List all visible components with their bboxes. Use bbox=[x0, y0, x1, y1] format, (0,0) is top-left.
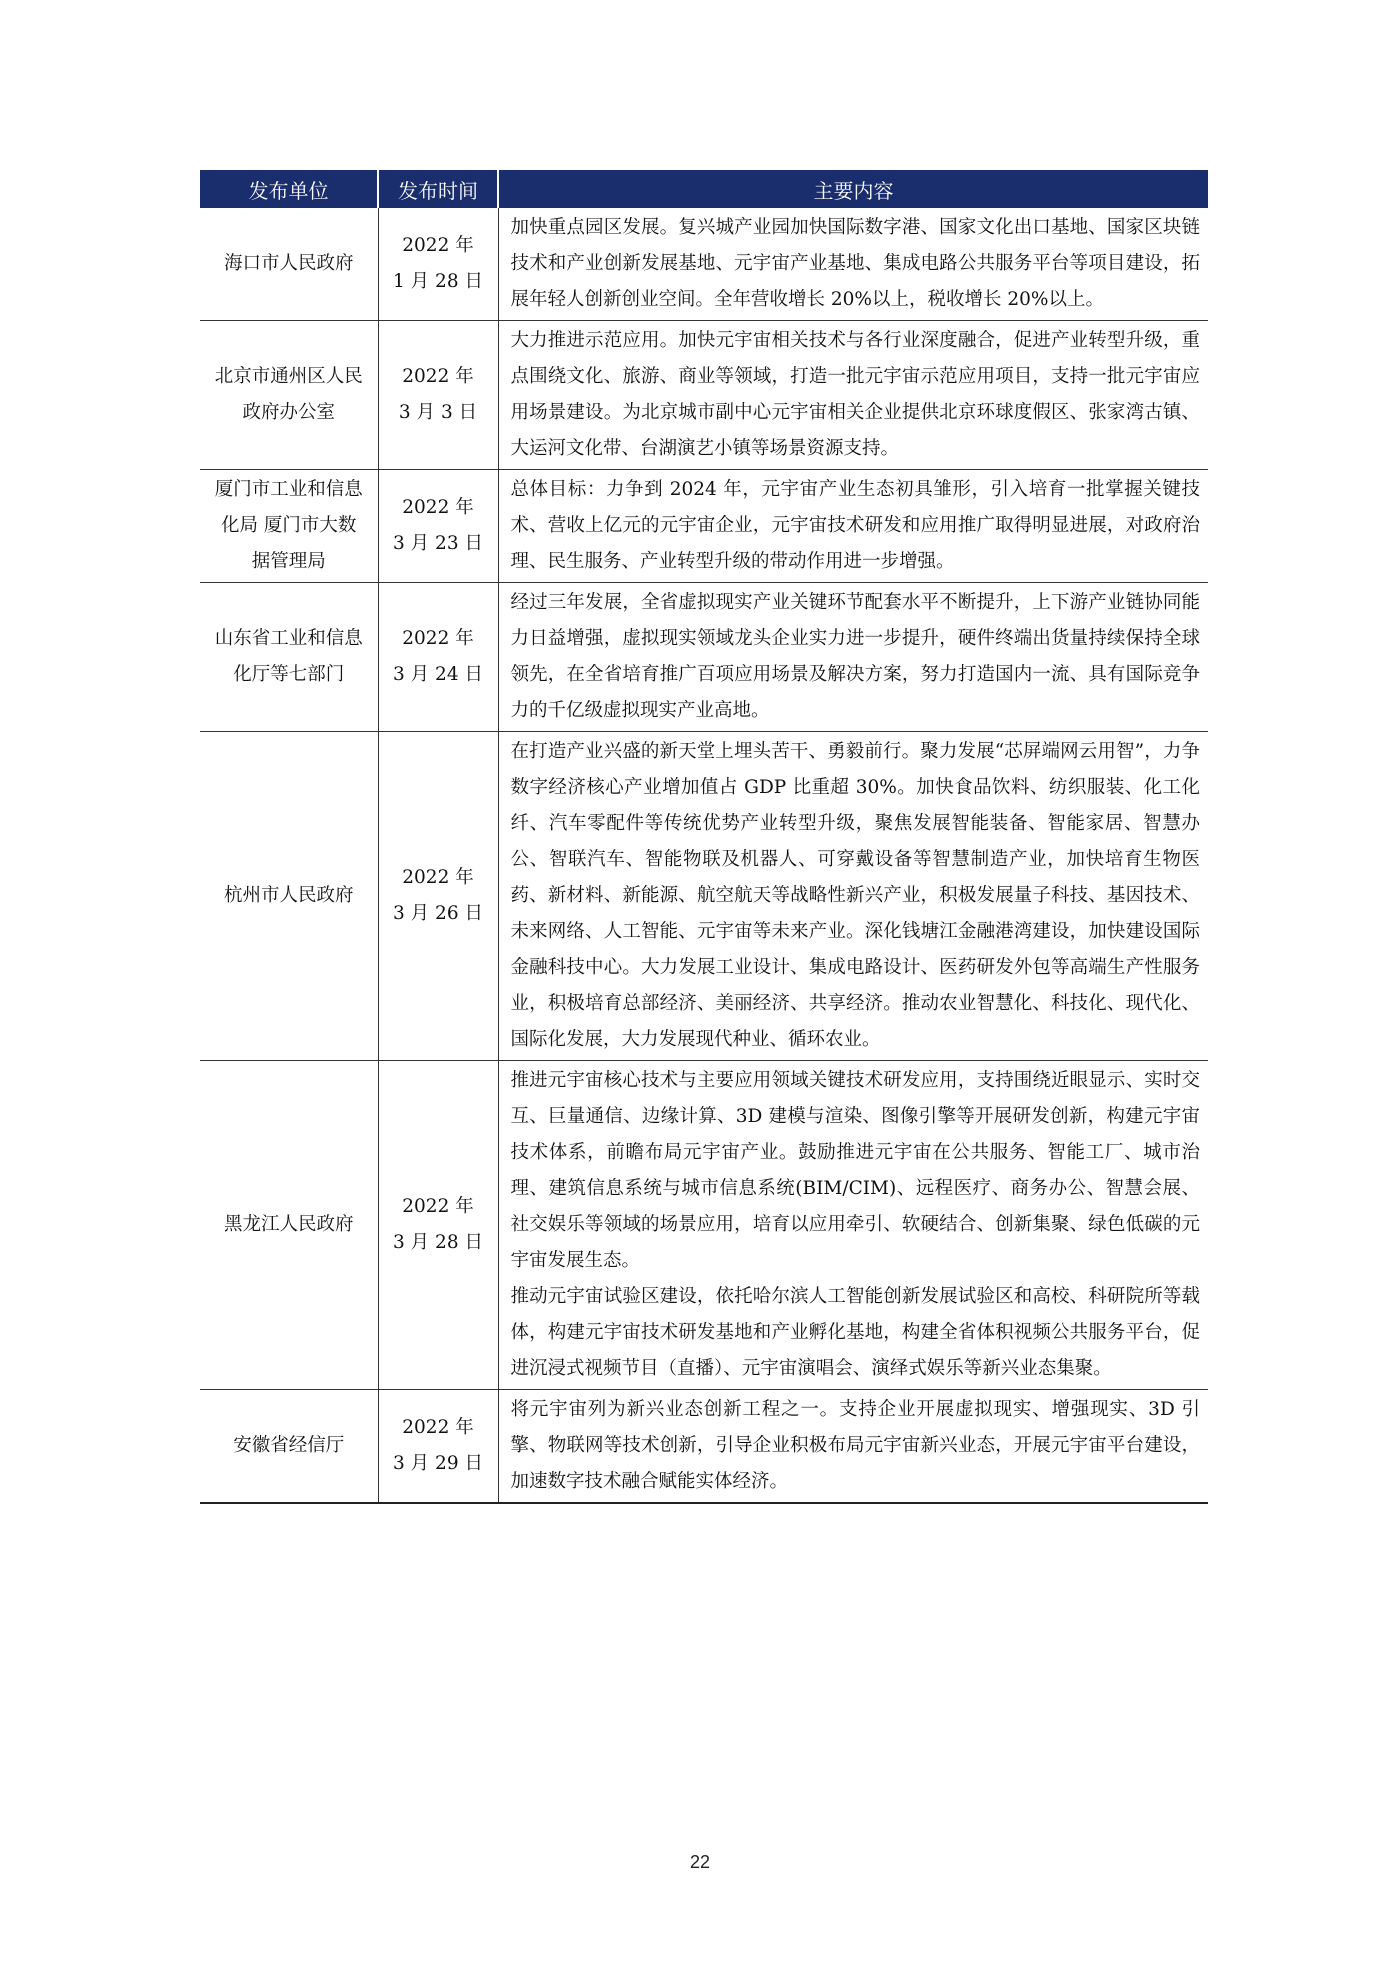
date-year: 2022 年 bbox=[402, 867, 474, 888]
publisher-cell: 北京市通州区人民政府办公室 bbox=[200, 321, 378, 470]
table-row bbox=[200, 470, 1208, 583]
table-row bbox=[200, 1061, 1208, 1390]
publisher-cell: 杭州市人民政府 bbox=[200, 732, 378, 1061]
content-cell bbox=[498, 321, 1208, 470]
content-paragraph: 加快重点园区发展。复兴城产业园加快国际数字港、国家文化出口基地、国家区块链技术和产业创新发展基地、元宇宙产业基地、集成电路公共服务平台等项目建设，拓展年轻人创新创业空间。全年营收增长 20%以上，税收增长 20%以上。 bbox=[510, 217, 1200, 310]
date-day: 1 月 28 日 bbox=[393, 271, 483, 292]
table-header-row bbox=[200, 170, 1208, 208]
policy-table bbox=[200, 170, 1208, 1504]
publisher-cell: 黑龙江人民政府 bbox=[200, 1061, 378, 1390]
date-day: 3 月 23 日 bbox=[393, 533, 483, 554]
content-paragraph: 经过三年发展，全省虚拟现实产业关键环节配套水平不断提升，上下游产业链协同能力日益增强，虚拟现实领域龙头企业实力进一步提升，硬件终端出货量持续保持全球领先，在全省培育推广百项应用场景及解决方案，努力打造国内一流、具有国际竞争力的千亿级虚拟现实产业高地。 bbox=[510, 592, 1200, 721]
table-row bbox=[200, 208, 1208, 321]
date-cell bbox=[378, 732, 498, 1061]
content-cell bbox=[498, 1390, 1208, 1504]
table-row bbox=[200, 321, 1208, 470]
date-year: 2022 年 bbox=[402, 235, 474, 256]
header-date: 发布时间 bbox=[378, 170, 498, 208]
publisher-cell: 海口市人民政府 bbox=[200, 208, 378, 321]
content-paragraph: 总体目标：力争到 2024 年，元宇宙产业生态初具雏形，引入培育一批掌握关键技术、营收上亿元的元宇宙企业，元宇宙技术研发和应用推广取得明显进展，对政府治理、民生服务、产业转型升级的带动作用进一步增强。 bbox=[510, 479, 1200, 572]
content-paragraph: 推动元宇宙试验区建设，依托哈尔滨人工智能创新发展试验区和高校、科研院所等载体，构建元宇宙技术研发基地和产业孵化基地，构建全省体积视频公共服务平台，促进沉浸式视频节目（直播）、元宇宙演唱会、演绎式娱乐等新兴业态集聚。 bbox=[510, 1286, 1200, 1379]
header-publisher: 发布单位 bbox=[200, 170, 378, 208]
content-paragraph: 将元宇宙列为新兴业态创新工程之一。支持企业开展虚拟现实、增强现实、3D 引擎、物联网等技术创新，引导企业积极布局元宇宙新兴业态，开展元宇宙平台建设，加速数字技术融合赋能实体经济。 bbox=[510, 1399, 1200, 1492]
publisher-cell: 安徽省经信厅 bbox=[200, 1390, 378, 1504]
date-day: 3 月 24 日 bbox=[393, 664, 483, 685]
table-row bbox=[200, 732, 1208, 1061]
date-cell bbox=[378, 1061, 498, 1390]
content-cell bbox=[498, 1061, 1208, 1390]
date-cell bbox=[378, 583, 498, 732]
date-year: 2022 年 bbox=[402, 497, 474, 518]
publisher-cell: 厦门市工业和信息化局 厦门市大数据管理局 bbox=[200, 470, 378, 583]
date-year: 2022 年 bbox=[402, 1417, 474, 1438]
date-cell bbox=[378, 321, 498, 470]
date-day: 3 月 29 日 bbox=[393, 1453, 483, 1474]
content-cell bbox=[498, 583, 1208, 732]
date-year: 2022 年 bbox=[402, 1196, 474, 1217]
date-day: 3 月 26 日 bbox=[393, 903, 483, 924]
date-cell bbox=[378, 1390, 498, 1504]
date-year: 2022 年 bbox=[402, 366, 474, 387]
date-year: 2022 年 bbox=[402, 628, 474, 649]
content-cell bbox=[498, 208, 1208, 321]
date-cell bbox=[378, 470, 498, 583]
header-content: 主要内容 bbox=[498, 170, 1208, 208]
date-day: 3 月 28 日 bbox=[393, 1232, 483, 1253]
content-paragraph: 在打造产业兴盛的新天堂上埋头苦干、勇毅前行。聚力发展“芯屏端网云用智”，力争数字经济核心产业增加值占 GDP 比重超 30%。加快食品饮料、纺织服装、化工化纤、汽车零配件等传统优势产业转型升级，聚焦发展智能装备、智能家居、智慧办公、智联汽车、智能物联及机器人、可穿戴设备等智慧制造产业，加快培育生物医药、新材料、新能源、航空航天等战略性新兴产业，积极发展量子科技、基因技术、未来网络、人工智能、元宇宙等未来产业。深化钱塘江金融港湾建设，加快建设国际金融科技中心。大力发展工业设计、集成电路设计、医药研发外包等高端生产性服务业，积极培育总部经济、美丽经济、共享经济。推动农业智慧化、科技化、现代化、国际化发展，大力发展现代种业、循环农业。 bbox=[510, 741, 1200, 1050]
content-paragraph: 推进元宇宙核心技术与主要应用领域关键技术研发应用，支持围绕近眼显示、实时交互、巨量通信、边缘计算、3D 建模与渲染、图像引擎等开展研发创新，构建元宇宙技术体系，前瞻布局元宇宙产业。鼓励推进元宇宙在公共服务、智能工厂、城市治理、建筑信息系统与城市信息系统(BIM/CIM)、远程医疗、商务办公、智慧会展、社交娱乐等领域的场景应用，培育以应用牵引、软硬结合、创新集聚、绿色低碳的元宇宙发展生态。 bbox=[510, 1070, 1200, 1271]
table-row bbox=[200, 1390, 1208, 1504]
content-paragraph: 大力推进示范应用。加快元宇宙相关技术与各行业深度融合，促进产业转型升级，重点围绕文化、旅游、商业等领域，打造一批元宇宙示范应用项目，支持一批元宇宙应用场景建设。为北京城市副中心元宇宙相关企业提供北京环球度假区、张家湾古镇、大运河文化带、台湖演艺小镇等场景资源支持。 bbox=[510, 330, 1200, 459]
date-day: 3 月 3 日 bbox=[398, 402, 478, 423]
content-cell bbox=[498, 732, 1208, 1061]
date-cell bbox=[378, 208, 498, 321]
table-row bbox=[200, 583, 1208, 732]
page-number: 22 bbox=[689, 1852, 711, 1872]
publisher-cell: 山东省工业和信息化厅等七部门 bbox=[200, 583, 378, 732]
content-cell bbox=[498, 470, 1208, 583]
